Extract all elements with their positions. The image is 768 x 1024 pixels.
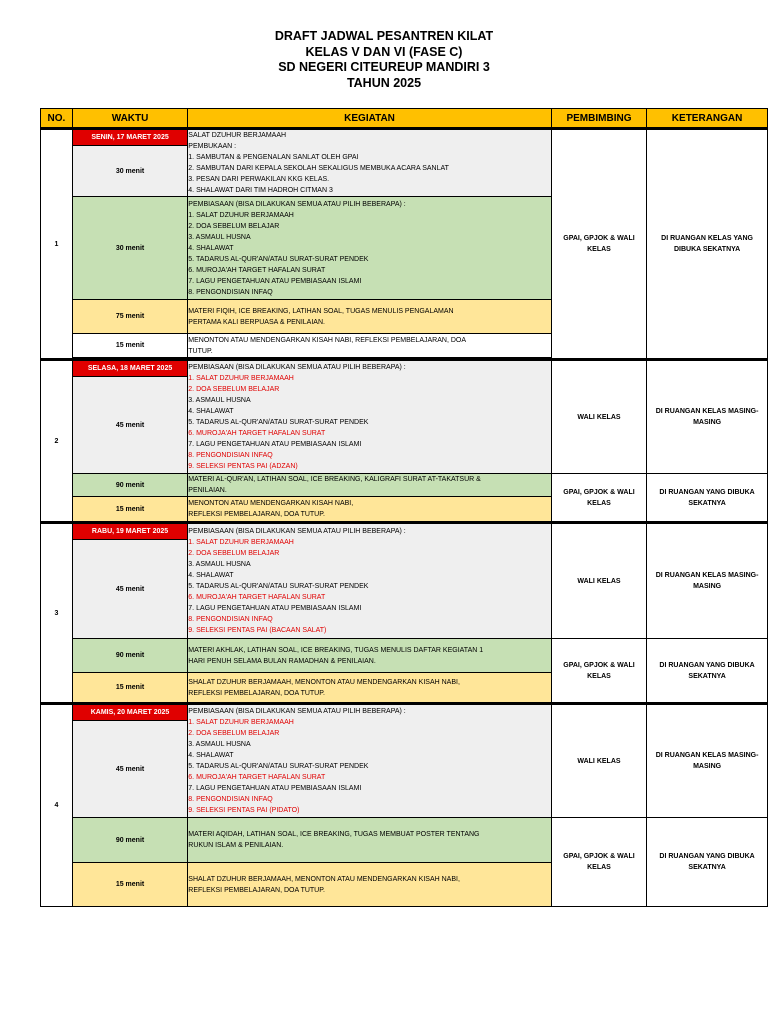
activity-line: 2. DOA SEBELUM BELAJAR bbox=[188, 730, 280, 737]
activity-cell bbox=[188, 863, 552, 907]
activity-line: 4. SHALAWAT bbox=[188, 244, 234, 252]
activity-cell bbox=[188, 129, 552, 197]
activity-line: MATERI AQIDAH, LATIHAN SOAL, ICE BREAKING, TUGAS MEMBUAT POSTER TENTANG bbox=[188, 831, 480, 838]
activity-line: 2. DOA SEBELUM BELAJAR bbox=[188, 386, 280, 393]
activity-line: 8. PENGONDISIAN INFAQ bbox=[188, 452, 273, 459]
duration-cell: 15 menit bbox=[72, 673, 188, 704]
table-row bbox=[41, 818, 768, 863]
activity-cell bbox=[188, 639, 552, 673]
activity-line: PEMBIASAAN (BISA DILAKUKAN SEMUA ATAU PILIH BEBERAPA) : bbox=[188, 200, 406, 208]
day-1-block bbox=[41, 129, 768, 360]
activity-line: 8. PENGONDISIAN INFAQ bbox=[188, 796, 273, 803]
activity-line: 3. ASMAUL HUSNA bbox=[188, 741, 251, 748]
duration-cell: 90 menit bbox=[72, 818, 188, 863]
duration-cell: 30 menit bbox=[72, 197, 188, 300]
activity-cell bbox=[188, 300, 552, 334]
day-date-badge: RABU, 19 MARET 2025 bbox=[72, 523, 188, 540]
activity-cell bbox=[188, 360, 552, 474]
day-3-block bbox=[41, 523, 768, 704]
activity-line: RUKUN ISLAM & PENILAIAN. bbox=[188, 842, 284, 849]
activity-line: 6. MUROJA'AH TARGET HAFALAN SURAT bbox=[188, 266, 326, 274]
activity-line: 6. MUROJA'AH TARGET HAFALAN SURAT bbox=[188, 594, 326, 601]
activity-line: HARI PENUH SELAMA BULAN RAMADHAN & PENILAIAN. bbox=[188, 657, 376, 665]
activity-cell bbox=[188, 523, 552, 639]
activity-line: MATERI FIQIH, ICE BREAKING, LATIHAN SOAL, TUGAS MENULIS PENGALAMAN bbox=[188, 307, 454, 315]
activity-line: 9. SELEKSI PENTAS PAI (ADZAN) bbox=[188, 463, 298, 470]
duration-cell: 45 menit bbox=[72, 377, 188, 474]
activity-line: MATERI AKHLAK, LATIHAN SOAL, ICE BREAKING, TUGAS MENULIS DAFTAR KEGIATAN 1 bbox=[188, 646, 484, 654]
activity-line: TUTUP. bbox=[188, 347, 213, 355]
activity-line: SHALAT DZUHUR BERJAMAAH, MENONTON ATAU MENDENGARKAN KISAH NABI, bbox=[188, 875, 460, 883]
day-number: 3 bbox=[41, 523, 73, 704]
pembimbing-cell: GPAI, GPJOK & WALI KELAS bbox=[551, 129, 646, 360]
keterangan-cell: DI RUANGAN KELAS MASING-MASING bbox=[647, 704, 768, 818]
day-number: 1 bbox=[41, 129, 73, 360]
day-number: 4 bbox=[41, 704, 73, 907]
activity-line: 5. TADARUS AL-QUR'AN/ATAU SURAT-SURAT PENDEK bbox=[188, 583, 369, 590]
activity-line: 1. SALAT DZUHUR BERJAMAAH bbox=[188, 211, 294, 219]
keterangan-cell: DI RUANGAN KELAS MASING-MASING bbox=[647, 523, 768, 639]
duration-cell: 90 menit bbox=[72, 474, 188, 497]
activity-line: 4. SHALAWAT bbox=[188, 408, 234, 415]
activity-heading: PEMBIASAAN (BISA DILAKUKAN SEMUA ATAU PILIH BEBERAPA) : bbox=[188, 708, 406, 715]
table-row bbox=[41, 129, 768, 146]
activity-cell bbox=[188, 704, 552, 818]
header-pembimbing: PEMBIMBING bbox=[551, 109, 646, 129]
activity-line: 7. LAGU PENGETAHUAN ATAU PEMBIASAAN ISLAMI bbox=[188, 277, 362, 285]
activity-line: REFLEKSI PEMBELAJARAN, DOA TUTUP. bbox=[188, 886, 325, 894]
day-number: 2 bbox=[41, 360, 73, 523]
activity-line: 3. ASMAUL HUSNA bbox=[188, 561, 251, 568]
document-title bbox=[0, 28, 768, 90]
keterangan-cell: DI RUANGAN YANG DIBUKA SEKATNYA bbox=[647, 639, 768, 704]
header-no: NO. bbox=[41, 109, 73, 129]
activity-line: SALAT DZUHUR BERJAMAAH bbox=[188, 132, 287, 139]
table-row bbox=[41, 704, 768, 721]
day-date-badge: SELASA, 18 MARET 2025 bbox=[72, 360, 188, 377]
activity-line: 1. SALAT DZUHUR BERJAMAAH bbox=[188, 539, 294, 546]
activity-line: 3. ASMAUL HUSNA bbox=[188, 397, 251, 404]
activity-line: 4. SHALAWAT bbox=[188, 752, 234, 759]
day-2-block bbox=[41, 360, 768, 523]
activity-line: 7. LAGU PENGETAHUAN ATAU PEMBIASAAN ISLAMI bbox=[188, 785, 362, 792]
activity-line: MENONTON ATAU MENDENGARKAN KISAH NABI, REFLEKSI PEMBELAJARAN, DOA bbox=[188, 336, 467, 344]
activity-line: 4. SHALAWAT DARI TIM HADROH CITMAN 3 bbox=[188, 187, 333, 194]
duration-cell: 75 menit bbox=[72, 300, 188, 334]
duration-cell: 15 menit bbox=[72, 863, 188, 907]
activity-line: 5. TADARUS AL-QUR'AN/ATAU SURAT-SURAT PENDEK bbox=[188, 763, 369, 770]
activity-line: PEMBUKAAN : bbox=[188, 143, 237, 150]
activity-line: 1. SAMBUTAN & PENGENALAN SANLAT OLEH GPAI bbox=[188, 154, 359, 161]
activity-heading: PEMBIASAAN (BISA DILAKUKAN SEMUA ATAU PILIH BEBERAPA) : bbox=[188, 364, 406, 371]
activity-cell bbox=[188, 474, 552, 497]
table-row bbox=[41, 474, 768, 497]
keterangan-cell: DI RUANGAN YANG DIBUKA SEKATNYA bbox=[647, 474, 768, 523]
activity-line: 5. TADARUS AL-QUR'AN/ATAU SURAT-SURAT PENDEK bbox=[188, 255, 369, 263]
header-waktu: WAKTU bbox=[72, 109, 188, 129]
header-keterangan: KETERANGAN bbox=[647, 109, 768, 129]
activity-line: 8. PENGONDISIAN INFAQ bbox=[188, 616, 273, 623]
day-4-block bbox=[41, 704, 768, 907]
activity-cell bbox=[188, 334, 552, 358]
activity-line: 3. ASMAUL HUSNA bbox=[188, 233, 251, 241]
schedule-table bbox=[40, 108, 768, 907]
title-line-2: KELAS V DAN VI (FASE C) bbox=[305, 44, 463, 59]
day-date-badge: KAMIS, 20 MARET 2025 bbox=[72, 704, 188, 721]
activity-line: SHALAT DZUHUR BERJAMAAH, MENONTON ATAU MENDENGARKAN KISAH NABI, bbox=[188, 678, 460, 686]
pembimbing-cell: GPAI, GPJOK & WALI KELAS bbox=[551, 639, 646, 704]
activity-line: 9. SELEKSI PENTAS PAI (PIDATO) bbox=[188, 807, 300, 814]
activity-line: 8. PENGONDISIAN INFAQ bbox=[188, 288, 273, 296]
activity-line: REFLEKSI PEMBELAJARAN, DOA TUTUP. bbox=[188, 689, 325, 697]
activity-line: 6. MUROJA'AH TARGET HAFALAN SURAT bbox=[188, 430, 326, 437]
keterangan-cell: DI RUANGAN KELAS YANG DIBUKA SEKATNYA bbox=[647, 129, 768, 360]
activity-line: 6. MUROJA'AH TARGET HAFALAN SURAT bbox=[188, 774, 326, 781]
activity-line: 1. SALAT DZUHUR BERJAMAAH bbox=[188, 375, 294, 382]
duration-cell: 45 menit bbox=[72, 540, 188, 639]
pembimbing-cell: WALI KELAS bbox=[551, 523, 646, 639]
title-line-4: TAHUN 2025 bbox=[346, 75, 422, 90]
activity-cell bbox=[188, 197, 552, 300]
title-line-3: SD NEGERI CITEUREUP MANDIRI 3 bbox=[278, 60, 490, 74]
pembimbing-cell: WALI KELAS bbox=[551, 360, 646, 474]
activity-heading: PEMBIASAAN (BISA DILAKUKAN SEMUA ATAU PILIH BEBERAPA) : bbox=[188, 528, 406, 535]
pembimbing-cell: GPAI, GPJOK & WALI KELAS bbox=[551, 474, 646, 523]
duration-cell: 90 menit bbox=[72, 639, 188, 673]
duration-cell: 30 menit bbox=[72, 146, 188, 197]
activity-line: 2. DOA SEBELUM BELAJAR bbox=[188, 222, 280, 230]
activity-line: 9. SELEKSI PENTAS PAI (BACAAN SALAT) bbox=[188, 627, 327, 634]
duration-cell: 15 menit bbox=[72, 497, 188, 523]
activity-line: 2. DOA SEBELUM BELAJAR bbox=[188, 550, 280, 557]
activity-line: 3. PESAN DARI PERWAKILAN KKG KELAS. bbox=[188, 176, 330, 183]
pembimbing-cell: WALI KELAS bbox=[551, 704, 646, 818]
activity-line: 7. LAGU PENGETAHUAN ATAU PEMBIASAAN ISLAMI bbox=[188, 605, 362, 612]
activity-line: PERTAMA KALI BERPUASA & PENILAIAN. bbox=[188, 318, 325, 326]
table-header-row bbox=[41, 109, 768, 129]
keterangan-cell: DI RUANGAN KELAS MASING-MASING bbox=[647, 360, 768, 474]
activity-line: 2. SAMBUTAN DARI KEPALA SEKOLAH SEKALIGUS MEMBUKA ACARA SANLAT bbox=[188, 165, 449, 172]
pembimbing-cell: GPAI, GPJOK & WALI KELAS bbox=[551, 818, 646, 907]
header-kegiatan: KEGIATAN bbox=[188, 109, 552, 129]
duration-cell: 15 menit bbox=[72, 334, 188, 358]
activity-line: 1. SALAT DZUHUR BERJAMAAH bbox=[188, 719, 294, 726]
activity-cell bbox=[188, 673, 552, 704]
table-row bbox=[41, 360, 768, 377]
activity-cell bbox=[188, 497, 552, 523]
activity-line: MATERI AL-QUR'AN, LATIHAN SOAL, ICE BREAKING, KALIGRAFI SURAT AT-TAKATSUR & bbox=[188, 476, 481, 483]
table-row bbox=[41, 523, 768, 540]
keterangan-cell: DI RUANGAN YANG DIBUKA SEKATNYA bbox=[647, 818, 768, 907]
activity-line: MENONTON ATAU MENDENGARKAN KISAH NABI, bbox=[188, 500, 354, 507]
activity-line: PENILAIAN. bbox=[188, 487, 227, 494]
title-line-1: DRAFT JADWAL PESANTREN KILAT bbox=[274, 29, 494, 43]
activity-line: 7. LAGU PENGETAHUAN ATAU PEMBIASAAN ISLAMI bbox=[188, 441, 362, 448]
activity-line: 4. SHALAWAT bbox=[188, 572, 234, 579]
day-date-badge: SENIN, 17 MARET 2025 bbox=[72, 129, 188, 146]
duration-cell: 45 menit bbox=[72, 721, 188, 818]
activity-cell bbox=[188, 818, 552, 863]
activity-line: 5. TADARUS AL-QUR'AN/ATAU SURAT-SURAT PENDEK bbox=[188, 419, 369, 426]
table-row bbox=[41, 639, 768, 673]
activity-line: REFLEKSI PEMBELAJARAN, DOA TUTUP. bbox=[188, 511, 325, 518]
